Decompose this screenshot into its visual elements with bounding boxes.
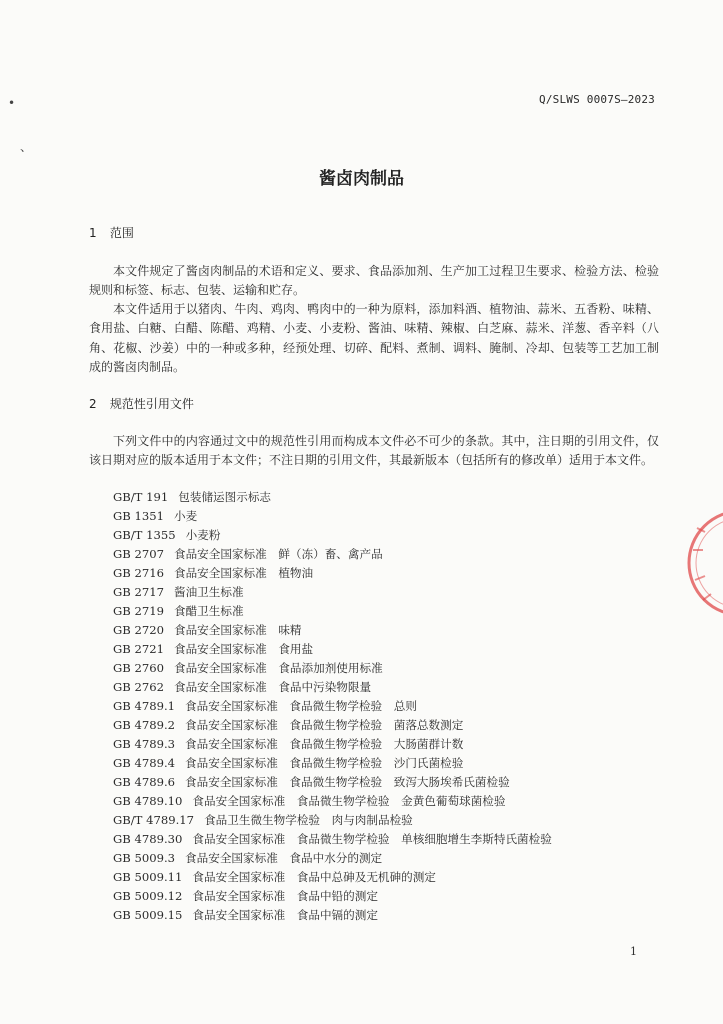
reference-title: 食品安全国家标准 食品微生物学检验 沙门氏菌检验	[185, 756, 464, 770]
scope-paragraph-2: 本文件适用于以猪肉、牛肉、鸡肉、鸭肉中的一种为原料，添加料酒、植物油、蒜米、五香粉、味精、食用盐、白糖、白醋、陈醋、鸡精、小麦、小麦粉、酱油、味精、辣椒、白芝麻、蒜米、洋葱、香辛料（八角、花椒、沙姜）中的一种或多种，经预处理、切碎、配料、煮制、调料、腌制、冷却、包装等工艺加工制成的酱卤肉制品。	[89, 302, 659, 375]
reference-code: GB 4789.2	[113, 718, 176, 732]
reference-item	[113, 507, 552, 526]
reference-item	[113, 830, 552, 849]
reference-item	[113, 906, 552, 925]
reference-item	[113, 602, 552, 621]
reference-code: GB/T 191	[113, 490, 169, 504]
reference-item	[113, 754, 552, 773]
page-number: 1	[630, 945, 637, 958]
reference-title: 食品安全国家标准 食用盐	[173, 642, 314, 656]
section-title: 规范性引用文件	[109, 397, 194, 411]
reference-code: GB 4789.30	[113, 832, 183, 846]
reference-code: GB 4789.3	[113, 737, 176, 751]
reference-code: GB 2720	[113, 623, 164, 637]
reference-title: 食品安全国家标准 食品微生物学检验 大肠菌群计数	[185, 737, 464, 751]
reference-title: 食品安全国家标准 食品中污染物限量	[173, 680, 372, 694]
reference-item	[113, 526, 552, 545]
reference-title: 食品安全国家标准 食品添加剂使用标准	[173, 661, 383, 675]
reference-code: GB/T 1355	[113, 528, 176, 542]
reference-title: 食品安全国家标准 食品微生物学检验 金黄色葡萄球菌检验	[192, 794, 506, 808]
reference-item	[113, 773, 552, 792]
reference-code: GB 4789.10	[113, 794, 183, 808]
reference-item	[113, 811, 552, 830]
section-title: 范围	[109, 226, 134, 240]
reference-title: 食品卫生微生物学检验 肉与肉制品检验	[204, 813, 413, 827]
reference-code: GB 2707	[113, 547, 164, 561]
reference-title: 食品安全国家标准 食品中铅的测定	[192, 889, 378, 903]
reference-title: 食品安全国家标准 食品微生物学检验 菌落总数测定	[185, 718, 464, 732]
reference-code: GB 5009.3	[113, 851, 176, 865]
document-code: Q/SLWS 0007S—2023	[539, 93, 655, 106]
reference-item	[113, 716, 552, 735]
reference-code: GB 2717	[113, 585, 164, 599]
section-number: 2	[89, 397, 97, 411]
seal-stamp-icon	[683, 488, 723, 638]
reference-title: 食品安全国家标准 食品微生物学检验 致泻大肠埃希氏菌检验	[185, 775, 510, 789]
reference-item	[113, 849, 552, 868]
reference-code: GB 5009.15	[113, 908, 183, 922]
reference-title: 食品安全国家标准 食品中总砷及无机砷的测定	[192, 870, 436, 884]
reference-title: 包装储运图示标志	[178, 490, 272, 504]
reference-item	[113, 697, 552, 716]
reference-code: GB 4789.4	[113, 756, 176, 770]
reference-item	[113, 659, 552, 678]
references-list	[113, 488, 552, 925]
reference-code: GB 4789.1	[113, 699, 176, 713]
reference-title: 食品安全国家标准 鲜（冻）畜、禽产品	[173, 547, 383, 561]
reference-title: 小麦粉	[185, 528, 221, 542]
reference-code: GB 4789.6	[113, 775, 176, 789]
reference-title: 食醋卫生标准	[173, 604, 244, 618]
document-title: 酱卤肉制品	[319, 169, 404, 189]
reference-item	[113, 792, 552, 811]
reference-code: GB 2760	[113, 661, 164, 675]
reference-title: 食品安全国家标准 食品中镉的测定	[192, 908, 378, 922]
reference-title: 食品安全国家标准 食品中水分的测定	[185, 851, 383, 865]
reference-title: 食品安全国家标准 植物油	[173, 566, 314, 580]
reference-item	[113, 488, 552, 507]
references-intro: 下列文件中的内容通过文中的规范性引用而构成本文件必不可少的条款。其中，注日期的引用文件，仅该日期对应的版本适用于本文件；不注日期的引用文件，其最新版本（包括所有的修改单）适用于本文件。	[89, 434, 659, 468]
reference-title: 食品安全国家标准 食品微生物学检验 总则	[185, 699, 417, 713]
reference-title: 酱油卫生标准	[173, 585, 244, 599]
reference-code: GB 2716	[113, 566, 164, 580]
reference-item	[113, 621, 552, 640]
reference-item	[113, 545, 552, 564]
reference-code: GB 5009.12	[113, 889, 183, 903]
reference-code: GB 2719	[113, 604, 164, 618]
reference-code: GB 2721	[113, 642, 164, 656]
reference-item	[113, 735, 552, 754]
reference-code: GB 1351	[113, 509, 164, 523]
reference-item	[113, 868, 552, 887]
reference-item	[113, 678, 552, 697]
reference-item	[113, 887, 552, 906]
scan-speck: 、	[20, 140, 33, 154]
reference-title: 食品安全国家标准 食品微生物学检验 单核细胞增生李斯特氏菌检验	[192, 832, 552, 846]
scope-paragraph-1: 本文件规定了酱卤肉制品的术语和定义、要求、食品添加剂、生产加工过程卫生要求、检验方法、检验规则和标签、标志、包装、运输和贮存。	[89, 264, 659, 298]
reference-title: 小麦	[173, 509, 198, 523]
reference-item	[113, 640, 552, 659]
reference-code: GB 2762	[113, 680, 164, 694]
reference-title: 食品安全国家标准 味精	[173, 623, 302, 637]
section-heading-references	[89, 395, 194, 412]
scan-speck: •	[8, 96, 16, 110]
section-heading-scope	[89, 224, 134, 241]
section-number: 1	[89, 226, 97, 240]
reference-item	[113, 564, 552, 583]
reference-code: GB/T 4789.17	[113, 813, 195, 827]
reference-code: GB 5009.11	[113, 870, 183, 884]
reference-item	[113, 583, 552, 602]
